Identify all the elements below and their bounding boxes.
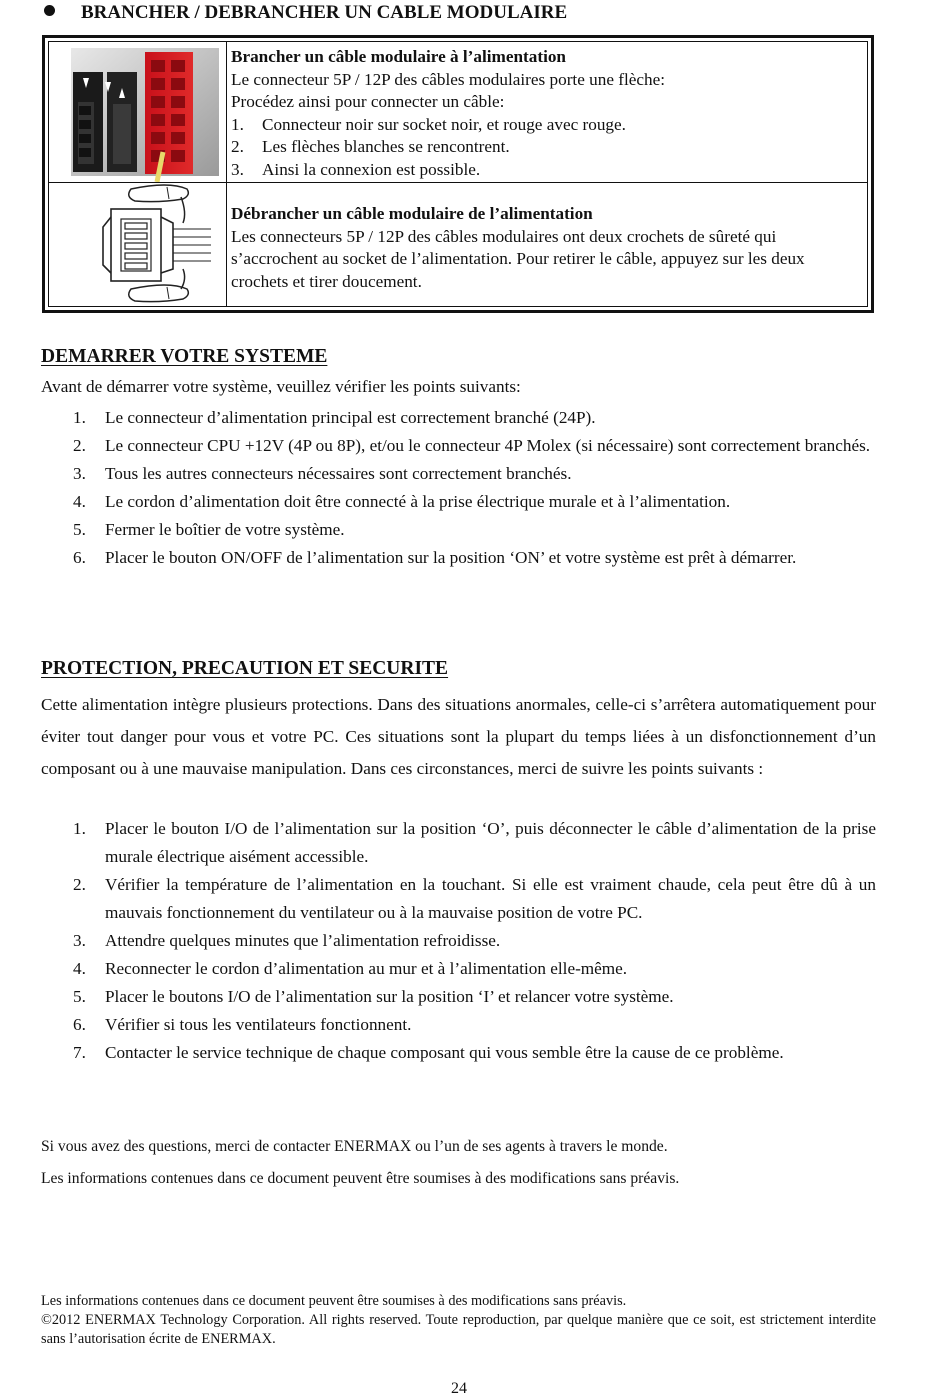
connect-step: 1. Connecteur noir sur socket noir, et rouge avec rouge. (231, 114, 626, 134)
connector-clip-diagram-icon (49, 183, 226, 307)
connect-title: Brancher un câble modulaire à l’alimentation (231, 47, 566, 66)
connect-row (49, 42, 867, 183)
page-number: 24 (451, 1380, 467, 1397)
list-item: 4. Reconnecter le cordon d’alimentation au mur et à l’alimentation elle-même. (73, 959, 628, 978)
bullet-icon (44, 5, 55, 16)
list-item: 4. Le cordon d’alimentation doit être connecté à la prise électrique murale et à l’alimentation. (73, 492, 731, 511)
list-item: 1. Placer le bouton I/O de l’alimentation sur la position ‘O’, puis déconnecter le câble d’alimentation de la prise murale électrique aisément accessible. (73, 819, 876, 866)
list-item: 1. Le connecteur d’alimentation principal est correctement branché (24P). (73, 408, 596, 427)
disconnect-title: Débrancher un câble modulaire de l’alimentation (231, 204, 593, 223)
contact-questions: Si vous avez des questions, merci de contacter ENERMAX ou l’un de ses agents à travers le monde. (41, 1138, 668, 1155)
list-item: 5. Fermer le boîtier de votre système. (73, 520, 345, 539)
footer-line-2: ©2012 ENERMAX Technology Corporation. All rights reserved. Toute reproduction, par quelque manière que ce soit, est strictement interdite sans l’autorisation écrite de ENERMAX. (41, 1312, 876, 1347)
list-item: 6. Vérifier si tous les ventilateurs fonctionnent. (73, 1015, 412, 1034)
list-item: 6. Placer le bouton ON/OFF de l’alimentation sur la position ‘ON’ et votre système est prêt à démarrer. (73, 548, 797, 567)
disconnect-body: Les connecteurs 5P / 12P des câbles modulaires ont deux crochets de sûreté qui s’accrochent au socket de l’alimentation. Pour retirer le câble, appuyez sur les deux crochets et tirer doucement. (231, 226, 805, 291)
connect-line-1: Le connecteur 5P / 12P des câbles modulaires porte une flèche: (231, 69, 665, 89)
connect-step: 3. Ainsi la connexion est possible. (231, 159, 481, 179)
modular-cable-table (42, 35, 874, 313)
startup-intro: Avant de démarrer votre système, veuillez vérifier les points suivants: (41, 377, 521, 396)
protection-intro: Cette alimentation intègre plusieurs protections. Dans des situations anormales, celle-ci s’arrêtera automatiquement pour éviter tout danger pour vous et votre PC. Ces situations sont la plupart du temps liées à un disfonctionnement d’un composant ou à une mauvaise manipulation. Dans ces circonstances, merci de suivre les points suivants : (41, 695, 876, 778)
list-item: 7. Contacter le service technique de chaque composant qui vous semble être la cause de ce problème. (73, 1043, 784, 1062)
disconnect-row (49, 183, 867, 306)
list-item: 3. Tous les autres connecteurs nécessaires sont correctement branchés. (73, 464, 572, 483)
list-item: 2. Vérifier la température de l’alimentation en la touchant. Si elle est vraiment chaude, cela peut être dû à un mauvais fonctionnement du ventilateur ou à la mauvaise position de votre PC. (73, 875, 876, 922)
list-item: 2. Le connecteur CPU +12V (4P ou 8P), et/ou le connecteur 4P Molex (si nécessaire) sont correctement branchés. (73, 436, 871, 455)
contact-notice: Les informations contenues dans ce document peuvent être soumises à des modifications sans préavis. (41, 1170, 680, 1187)
connect-line-2: Procédez ainsi pour connecter un câble: (231, 92, 505, 111)
connect-step: 2. Les flèches blanches se rencontrent. (231, 137, 510, 156)
footer-line-1: Les informations contenues dans ce document peuvent être soumises à des modifications sans préavis. (41, 1293, 627, 1309)
disconnect-diagram (49, 183, 227, 306)
list-item: 3. Attendre quelques minutes que l’alimentation refroidisse. (73, 931, 501, 950)
modular-cable-heading-text: BRANCHER / DEBRANCHER UN CABLE MODULAIRE (81, 2, 568, 23)
startup-title: DEMARRER VOTRE SYSTEME (41, 346, 328, 367)
modular-cable-heading (44, 2, 567, 24)
connect-text (231, 46, 863, 181)
protection-title: PROTECTION, PRECAUTION ET SECURITE (41, 658, 449, 679)
list-item: 5. Placer le boutons I/O de l’alimentation sur la position ‘I’ et relancer votre système. (73, 987, 674, 1006)
connect-photo (49, 42, 227, 182)
disconnect-text (231, 203, 863, 293)
startup-list (41, 404, 876, 572)
connector-photo-icon (49, 42, 226, 182)
protection-list (41, 815, 876, 1067)
footer (41, 1292, 876, 1349)
